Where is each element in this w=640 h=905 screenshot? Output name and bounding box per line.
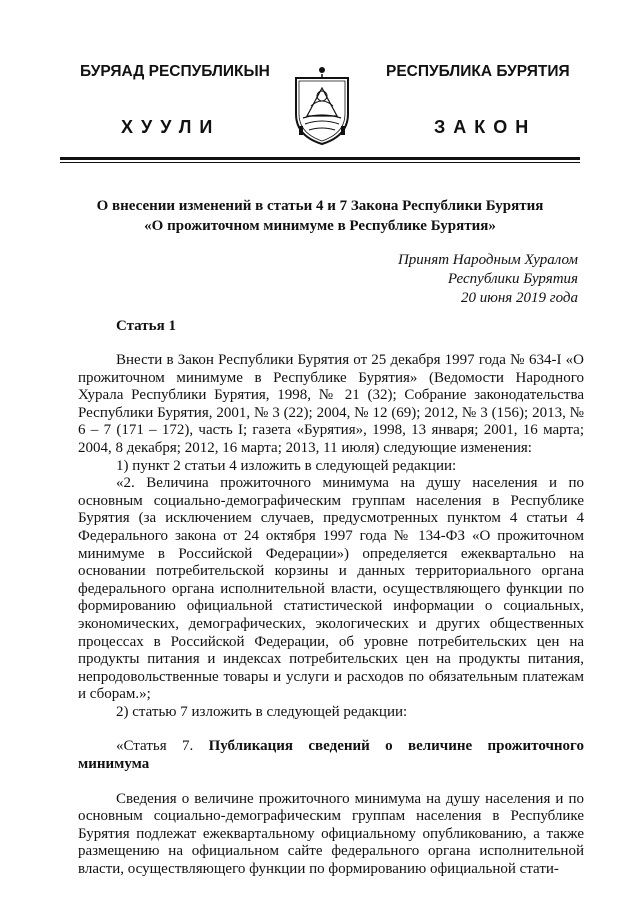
article-heading: Статья 1 [116,318,176,334]
adopted-line-3: 20 июня 2019 года [461,290,578,306]
article-body [78,352,584,879]
header-left-top: БУРЯАД РЕСПУБЛИКЫН [80,63,270,80]
header-left-bottom: ХУУЛИ [121,117,221,137]
header-rule-thick [60,157,580,160]
coat-of-arms-icon [291,66,353,146]
title-line-2: «О прожиточном минимуме в Республике Бурятия» [144,218,496,234]
header-right-top: РЕСПУБЛИКА БУРЯТИЯ [386,63,570,80]
header-right-bottom: ЗАКОН [434,117,537,137]
document-title [60,196,580,236]
paragraph-2: 1) пункт 2 статьи 4 изложить в следующей редакции: [116,457,457,474]
header-rule-thin [60,162,580,163]
article-7-prefix: «Статья 7. [116,738,194,755]
paragraph-1: Внести в Закон Республики Бурятия от 25 декабря 1997 года № 634-I «О прожиточном минимуме в Республике Бурятия» (Ведомости Народного Хурала Республики Бурятия, 1998, № 21 (32); Собрание законодательства Республики Бурятия, 2001, № 3 (22); 2004, № 12 (69); 2012, № 3 (156); 2013, № 6 – 7 (171 – 172), часть I; газета «Бурятия», 1998, 13 января; 2001, 16 марта; 2004, 8 декабря; 2012, 16 марта; 2013, 11 июля) следующие изменения: [78,352,584,456]
paragraph-4: 2) статью 7 изложить в следующей редакции: [116,703,408,720]
adopted-line-2: Республики Бурятия [447,271,578,287]
adoption-note [398,251,578,308]
document-header [0,0,640,160]
article-7-heading [78,738,584,773]
paragraph-5: Сведения о величине прожиточного минимума на душу населения и по основным социально-демографическим группам населения в Республике Бурятия подлежат ежеквартальному официальному опубликованию, а также размещению на официальном сайте федерального органа исполнительной власти, осуществляющего функции по формированию официальной стати- [78,790,584,878]
paragraph-3: «2. Величина прожиточного минимума на душу населения и по основным социально-демографическим группам населения в Республике Бурятия (за исключением случаев, предусмотренных пунктом 4 статьи 4 Федерального закона от 24 октября 1997 года № 134-ФЗ «О прожиточном минимуме в Российской Федерации») определяется ежеквартально на основании потребительской корзины и данных территориального органа федерального органа исполнительной власти, осуществляющего функции по формированию официальной статистической информации о социальных, экономических, демографических, экологических и других общественных процессах в Российской Федерации, об уровне потребительских цен на продукты питания и индексах потребительских цен на продукты питания, непродовольственные товары и услуги и расходов по обязательным платежам и сборам.»; [78,475,584,703]
adopted-line-1: Принят Народным Хуралом [397,252,578,268]
title-line-1: О внесении изменений в статьи 4 и 7 Закона Республики Бурятия [96,198,544,214]
article-7-title: Публикация сведений о величине прожиточного минимума [78,738,584,773]
